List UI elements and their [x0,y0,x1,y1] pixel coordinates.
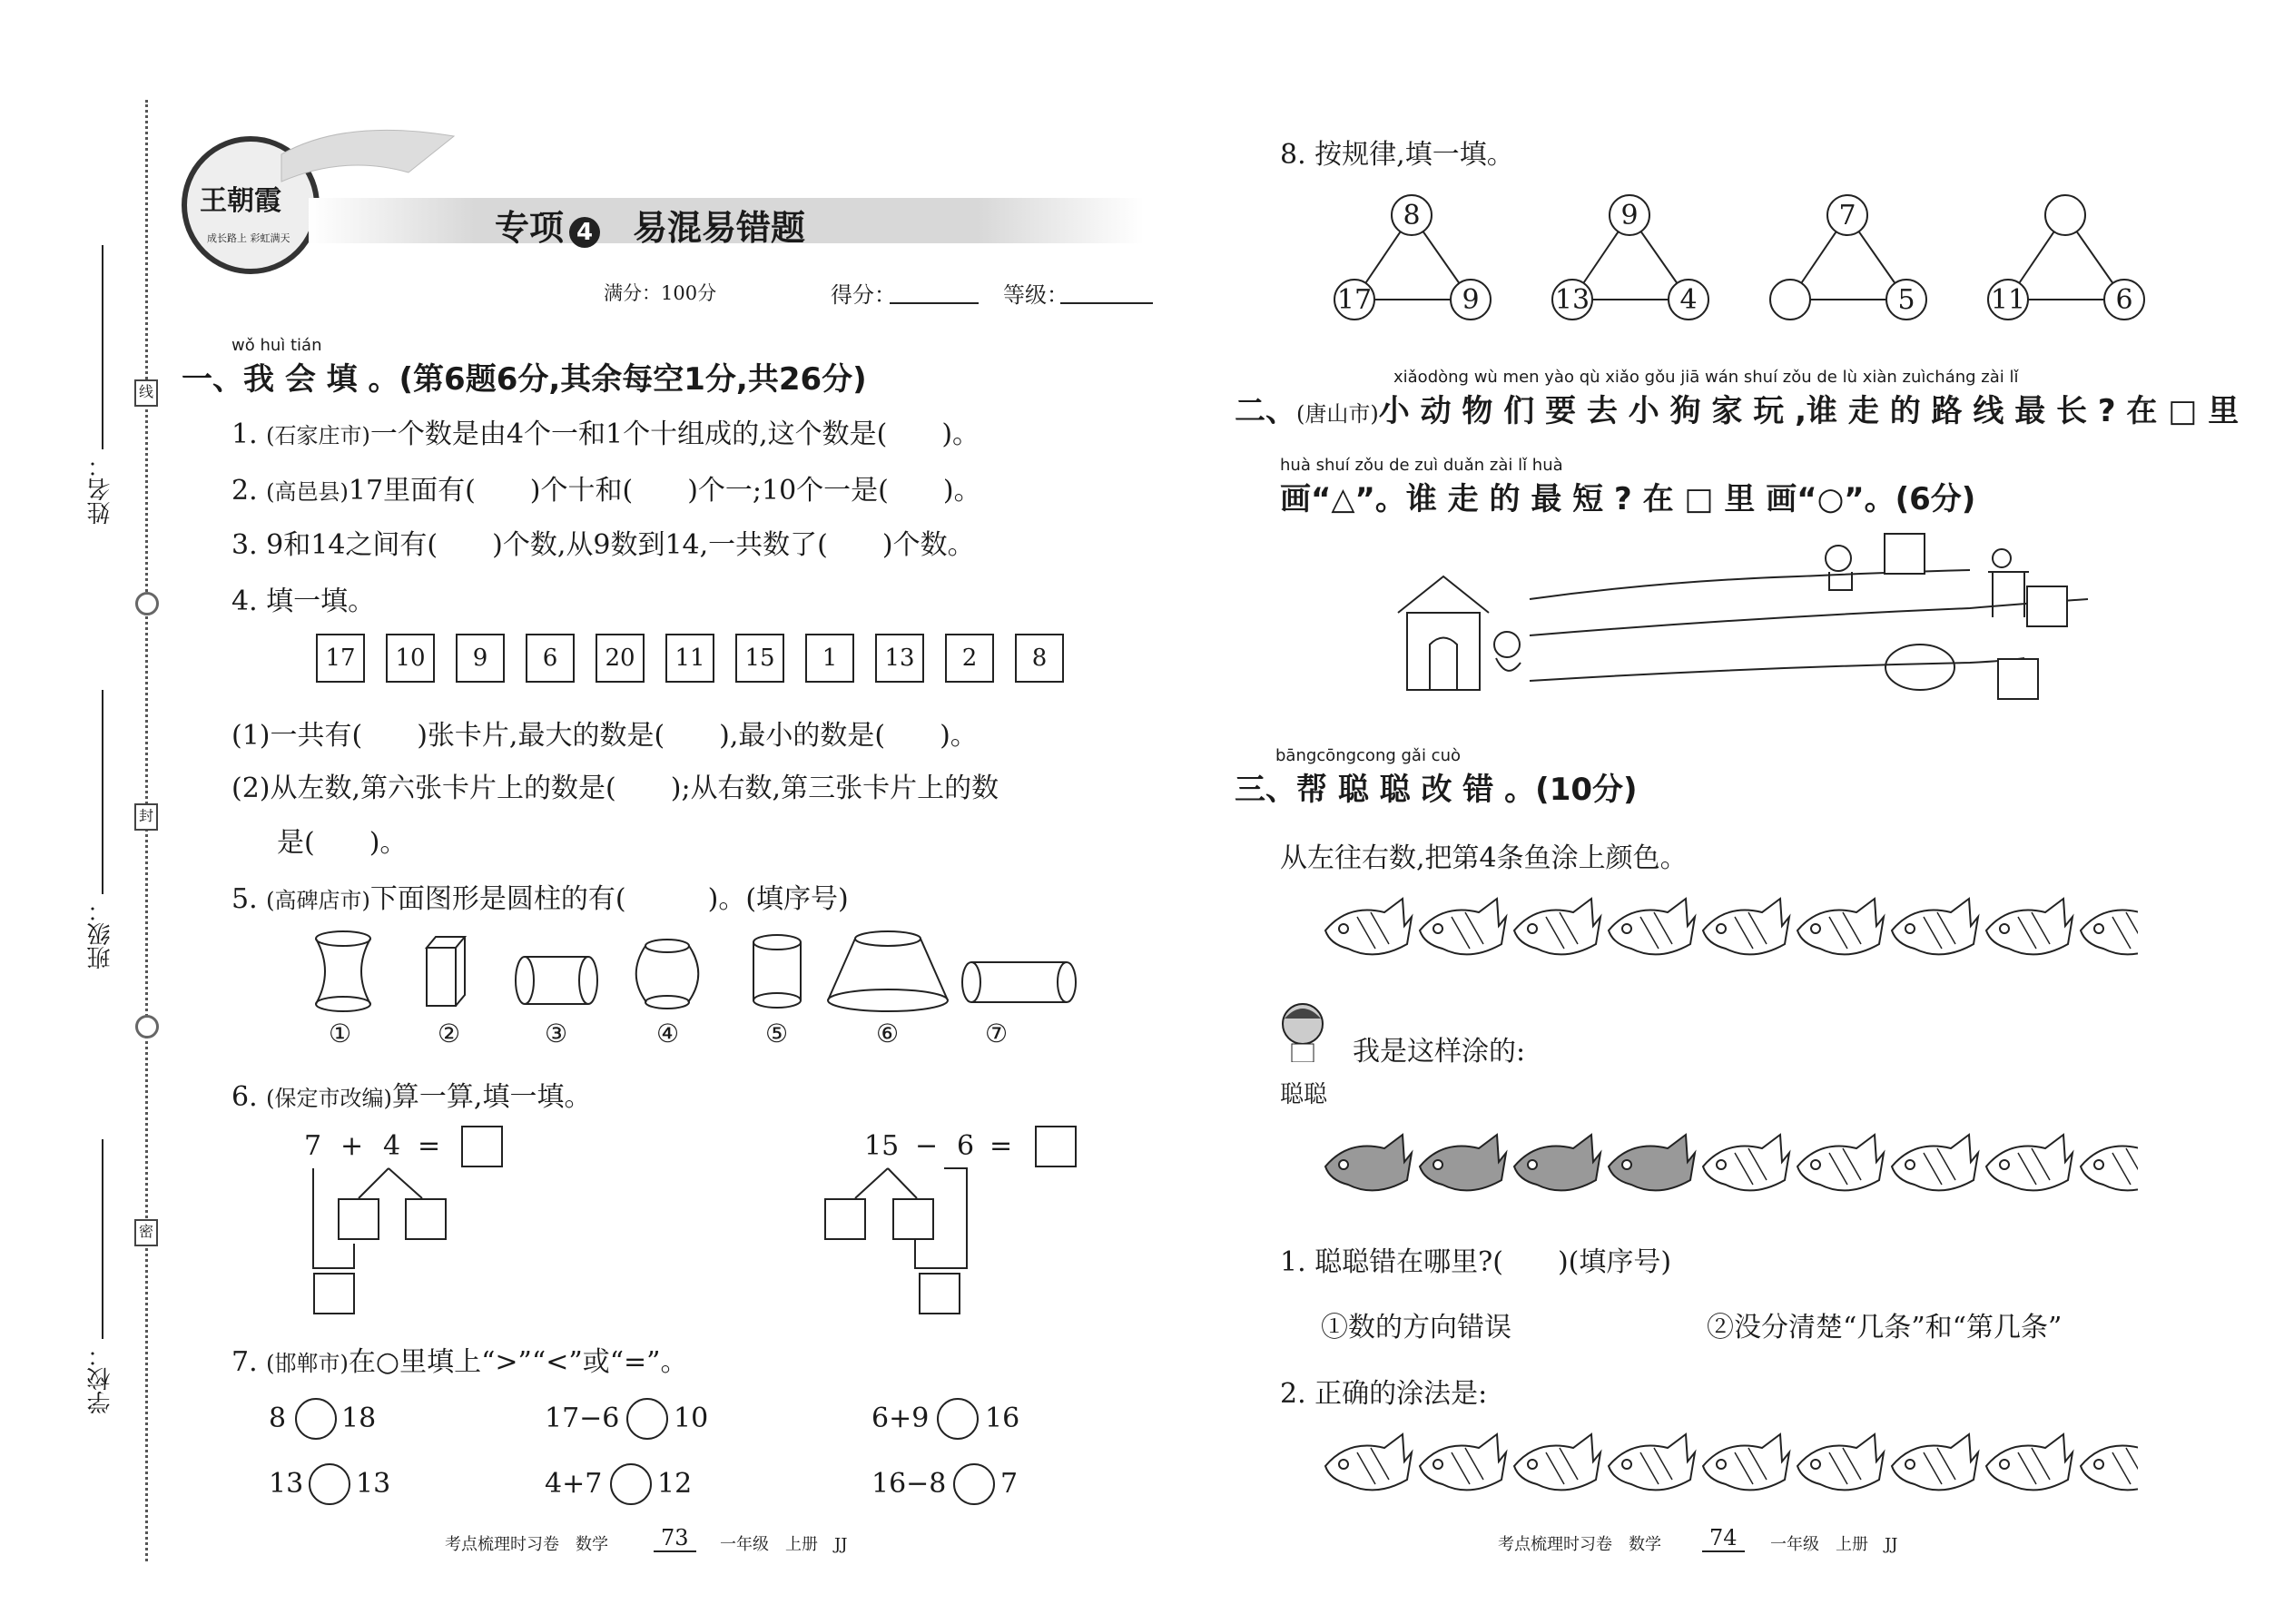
full-score: 满分：100分 [604,282,717,304]
shape-3 [516,957,534,1004]
tri3-right: 5 [1897,284,1915,316]
tri1-left: 17 [1336,284,1373,316]
answer-box[interactable] [405,1198,447,1240]
eq1-a: 7 [304,1130,322,1162]
binding-hole-icon [135,592,159,615]
answer-box-deer[interactable] [2026,586,2068,627]
question-5: 5. (高碑店市)下面图形是圆柱的有( )。(填序号) [231,883,849,915]
tri4-right: 6 [2115,284,2133,316]
number-card: 9 [456,634,505,683]
question-4: 4. 填一填。 [231,586,376,617]
shape-5 [753,935,801,950]
answer-box-sheep[interactable] [1997,658,2039,700]
section2-title: 二、(唐山市)小 动 物 们 要 去 小 狗 家 玩 ,谁 走 的 路 线 最 长 ? 在 □ 里 [1235,393,2240,429]
eq2-b: 6 [957,1130,975,1162]
school-label: 学校： [87,1343,114,1414]
grade-field[interactable] [1060,302,1153,304]
option-2: ②没分清楚“几条”和“第几条” [1707,1312,2063,1343]
school-field[interactable] [102,1139,103,1339]
name-field[interactable] [102,245,103,449]
answer-box[interactable] [824,1198,866,1240]
solid-shapes [300,928,1080,1019]
question-7: 7. (邯郸市)在○里填上“>”“<”或“=”。 [231,1346,688,1378]
answer-box-cat[interactable] [1884,533,1925,575]
compare-circle[interactable] [295,1398,337,1440]
seal-char-3: 密 [134,1219,158,1246]
number-card: 20 [596,634,645,683]
deer-icon [1993,549,2011,567]
title-number: 4 [569,217,600,248]
shape-label: ⑥ [876,1019,900,1048]
binding-line [145,100,148,1561]
section3-q1: 1. 聪聪错在哪里?( )(填序号) [1280,1246,1672,1278]
class-label: 班级： [87,899,114,969]
question-4-2-cont: 是( )。 [277,827,408,859]
shape-label: ③ [545,1019,568,1048]
fish-row-congcong [1321,1126,2138,1207]
section3-title: 三、帮 聪 聪 改 错 。(10分) [1235,772,1638,808]
shape-label: ⑦ [985,1019,1009,1048]
answer-box[interactable] [1035,1126,1077,1167]
compare-left: 16−8 [871,1468,947,1500]
doghouse-icon [1398,576,1489,613]
logo-motto: 成长路上 彩虹满天 [207,232,290,244]
number-card: 17 [316,634,365,683]
tri2-top: 9 [1620,200,1639,231]
compare-left: 4+7 [545,1468,603,1500]
title-subtitle: 易混易错题 [633,208,806,248]
score-field[interactable] [890,302,979,304]
answer-box[interactable] [919,1273,960,1314]
page-number: 73 [654,1525,696,1552]
page-title [495,200,805,250]
compare-right: 16 [985,1403,1020,1434]
compare-left: 17−6 [545,1403,620,1434]
shape-1 [316,931,370,946]
section2-pinyin-2: huà shuí zǒu de zuì duǎn zài lǐ huà [1280,456,1563,475]
compare-circle[interactable] [309,1463,350,1505]
number-card: 13 [875,634,924,683]
answer-box[interactable] [461,1126,503,1167]
question-2: 2. (高邑县)17里面有( )个十和( )个一;10个一是( )。 [231,475,981,507]
tri4-left: 11 [1990,284,2026,316]
answer-box[interactable] [313,1273,355,1314]
section2-pinyin-1: xiǎodòng wù men yào qù xiǎo gǒu jiā wán shuí zǒu de lù xiàn zuìcháng zài lǐ [1393,368,2019,387]
eq1-op: + [340,1130,364,1162]
shape-label: ② [438,1019,461,1048]
compare-right: 12 [657,1468,693,1500]
shape-7 [962,962,980,1002]
number-card: 15 [735,634,784,683]
section2-title-line2: 画“△”。谁 走 的 最 短 ? 在 □ 里 画“○”。(6分) [1280,481,1976,517]
shape-label: ④ [656,1019,680,1048]
question-4-1: (1)一共有( )张卡片,最大的数是( ),最小的数是( )。 [231,720,978,752]
section1-title: 一、我 会 填 。(第6题6分,其余每空1分,共26分) [182,361,867,398]
compare-right: 7 [1000,1468,1019,1500]
tri3-top: 7 [1838,200,1856,231]
compare-left: 8 [269,1403,287,1434]
class-field[interactable] [102,690,103,894]
question-6: 6. (保定市改编)算一算,填一填。 [231,1081,592,1113]
question-8: 8. 按规律,填一填。 [1280,139,1514,171]
number-card: 2 [945,634,994,683]
dog-icon [1494,632,1520,657]
section1-pinyin: wǒ huì tián [231,336,322,355]
compare-right: 18 [341,1403,377,1434]
section3-q2: 2. 正确的涂法是: [1280,1378,1488,1410]
compare-circle[interactable] [610,1463,652,1505]
seal-char-1: 线 [134,379,158,407]
tri1-right: 9 [1462,284,1480,316]
boy-congcong-icon [1275,999,1330,1062]
number-card: 10 [386,634,435,683]
score-label: 得分： [831,282,896,308]
eq2-eq: = [989,1130,1013,1162]
compare-left: 13 [269,1468,304,1500]
question-3: 3. 9和14之间有( )个数,从9数到14,一共数了( )个数。 [231,529,975,561]
page-number: 74 [1702,1525,1745,1552]
question-1: 1. (石家庄市)一个数是由4个一和1个十组成的,这个数是( )。 [231,418,980,450]
shape-2 [427,937,465,1006]
shape-label: ① [329,1019,352,1048]
question-4-2: (2)从左数,第六张卡片上的数是( );从右数,第三张卡片上的数 [231,773,999,804]
shape-label: ⑤ [765,1019,789,1048]
decompose-lines-2 [817,1164,999,1318]
tri2-right: 4 [1679,284,1698,316]
binding-hole-icon [135,1015,159,1038]
ribbon-icon [272,118,463,191]
answer-box[interactable] [892,1198,934,1240]
fish-row-answer[interactable] [1321,1425,2138,1507]
logo-brand: 王朝霞 [200,185,281,217]
option-1: ①数的方向错误 [1321,1312,1511,1343]
compare-right: 13 [356,1468,391,1500]
boy-speech: 我是这样涂的: [1353,1036,1526,1068]
sheep-icon [1885,645,1954,690]
compare-circle[interactable] [953,1463,995,1505]
compare-right: 10 [674,1403,709,1434]
footer-grade: 一年级 上册 JJ [720,1535,848,1554]
compare-circle[interactable] [937,1398,979,1440]
eq2-op: − [915,1130,939,1162]
shape-6 [855,931,921,946]
compare-left: 6+9 [871,1403,930,1434]
section3-pinyin: bāngcōngcong gǎi cuò [1275,746,1461,765]
fish-row-question [1321,890,2138,971]
boy-name: 聪聪 [1280,1081,1328,1108]
title-prefix: 专项 [495,208,565,248]
footer-book: 考点梳理时习卷 数学 [445,1535,608,1554]
triangle-diagrams [1325,186,2179,331]
tri2-left: 13 [1554,284,1590,316]
grade-label: 等级： [1003,282,1068,308]
route-deer [1530,599,2088,635]
answer-box[interactable] [338,1198,379,1240]
shape-4 [645,940,689,952]
number-card: 1 [805,634,854,683]
number-card: 6 [526,634,575,683]
seal-char-2: 封 [134,803,158,831]
tri1-top: 8 [1403,200,1421,231]
number-card: 11 [665,634,714,683]
eq1-b: 4 [383,1130,401,1162]
cat-icon [1826,546,1851,571]
eq1-eq: = [418,1130,441,1162]
section3-instruction: 从左往右数,把第4条鱼涂上颜色。 [1280,842,1688,874]
name-label: 姓名： [87,454,114,525]
footer-book: 考点梳理时习卷 数学 [1498,1535,1661,1554]
eq2-a: 15 [864,1130,900,1162]
compare-circle[interactable] [626,1398,668,1440]
number-card: 8 [1015,634,1064,683]
footer-grade: 一年级 上册 JJ [1770,1535,1898,1554]
